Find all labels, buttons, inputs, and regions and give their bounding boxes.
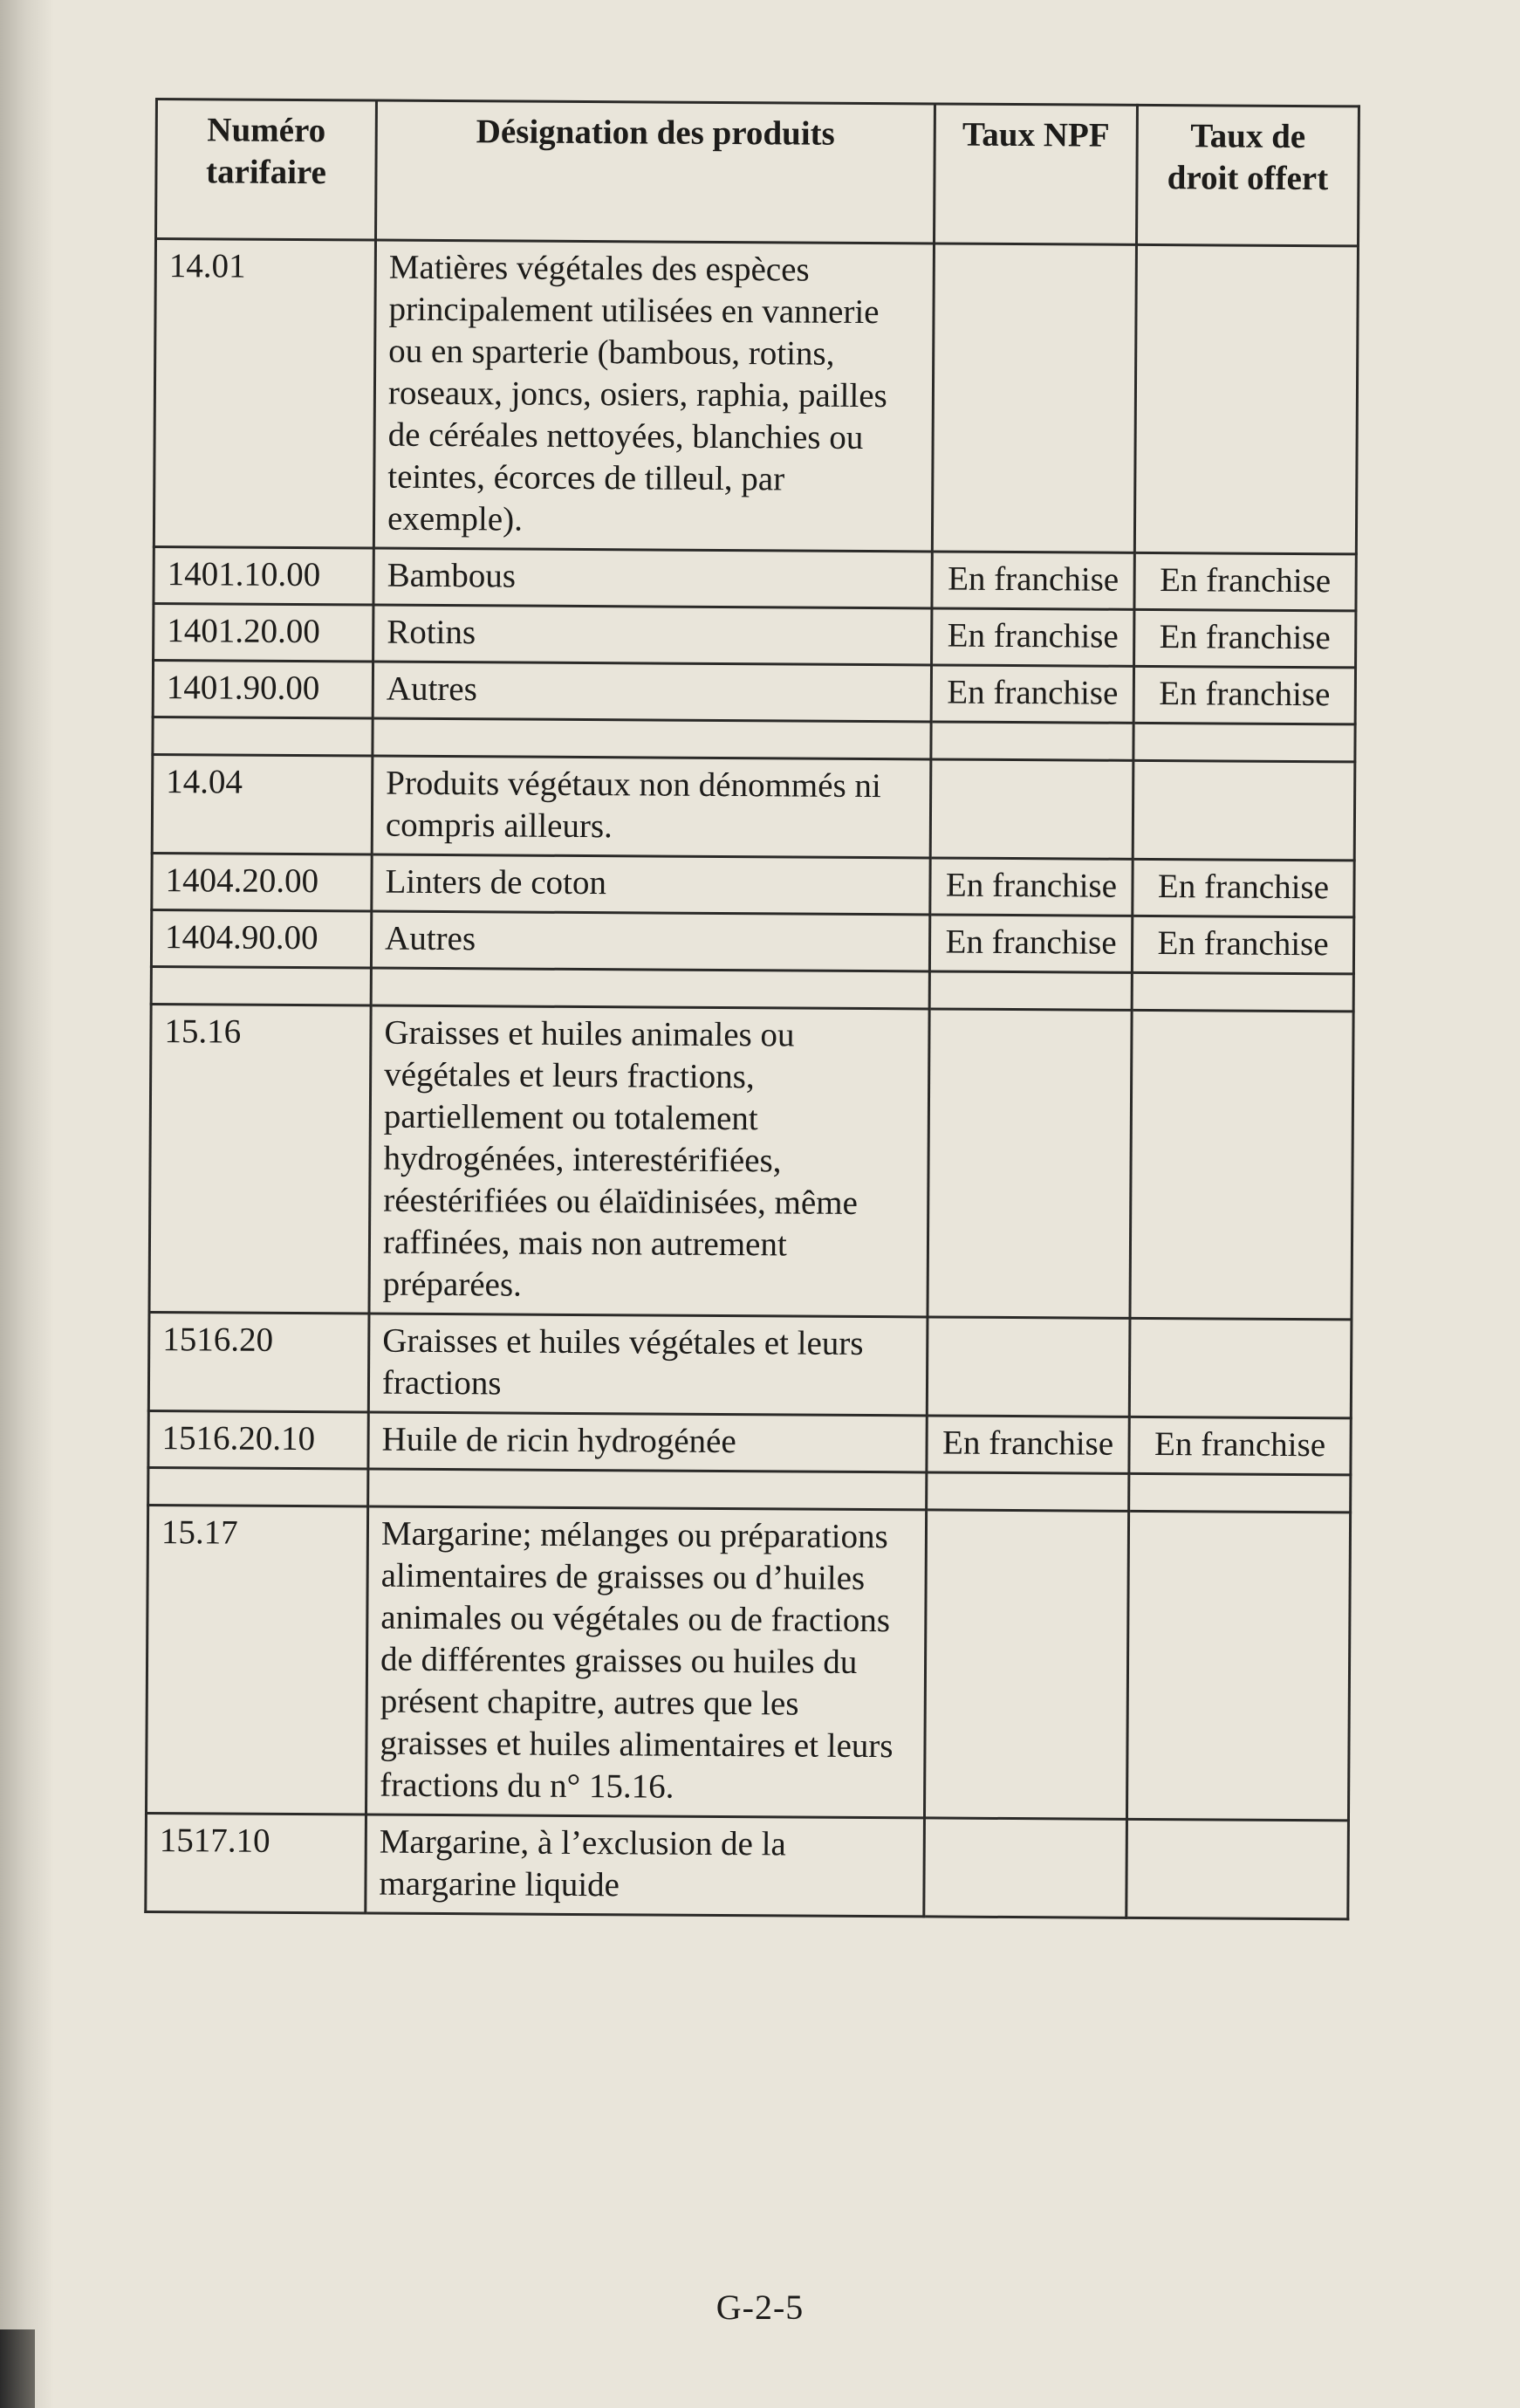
cell-description — [371, 968, 929, 1009]
cell-taux-npf — [931, 722, 1133, 760]
cell-taux-offert: En franchise — [1134, 609, 1356, 668]
cell-taux-npf: En franchise — [932, 608, 1134, 666]
tariff-table — [144, 98, 1360, 1920]
cell-description: Margarine; mélanges ou préparations alimentaires de graisses ou d’huiles animales ou végétales ou de fractions de différentes graisses ou huiles du présent chapitre, autres que les graisses et huiles alimentaires et leurs fractions du n° 15.16. — [366, 1506, 926, 1818]
cell-taux-offert — [1134, 244, 1358, 554]
cell-taux-offert — [1126, 1819, 1349, 1919]
cell-taux-npf — [929, 971, 1132, 1010]
cell-taux-offert — [1132, 972, 1353, 1012]
header-taux-npf: Taux NPF — [934, 104, 1137, 244]
cell-taux-offert — [1130, 1010, 1353, 1320]
cell-tariff-number: 1516.20 — [148, 1312, 369, 1412]
cell-description: Rotins — [373, 605, 932, 665]
table-row — [153, 660, 1355, 724]
cell-taux-offert — [1133, 723, 1355, 762]
cell-tariff-number — [151, 966, 371, 1005]
cell-taux-offert: En franchise — [1129, 1417, 1351, 1475]
cell-tariff-number: 15.16 — [149, 1004, 371, 1314]
table-body — [146, 239, 1359, 1919]
cell-description: Matières végétales des espèces principalement utilisées en vannerie ou en sparterie (bambous, rotins, roseaux, joncs, osiers, raphia, pailles de céréales nettoyées, blanchies ou teintes, écorces de tilleul, par exemple). — [373, 240, 934, 552]
cell-description: Graisses et huiles animales ou végétales et leurs fractions, partiellement ou totalement hydrogénées, interestérifiées, réestérifiées ou élaïdinisées, même raffinées, mais non autrement préparées. — [369, 1005, 929, 1317]
cell-description: Autres — [371, 911, 929, 971]
cell-tariff-number: 1401.20.00 — [154, 603, 373, 662]
cell-tariff-number: 14.01 — [154, 239, 375, 549]
cell-taux-npf — [924, 1818, 1127, 1917]
cell-description — [373, 718, 931, 759]
cell-taux-npf: En franchise — [931, 665, 1133, 723]
table-row — [148, 1410, 1351, 1474]
cell-taux-npf — [927, 1317, 1130, 1417]
cell-tariff-number: 1516.20.10 — [148, 1410, 368, 1469]
cell-taux-offert — [1126, 1511, 1350, 1821]
table-row — [152, 853, 1354, 916]
cell-taux-npf — [924, 1510, 1128, 1819]
cell-taux-offert — [1133, 760, 1355, 861]
header-designation: Désignation des produits — [376, 100, 935, 244]
cell-tariff-number: 14.04 — [152, 754, 373, 854]
cell-taux-offert: En franchise — [1132, 916, 1353, 974]
page-corner-shadow — [0, 2329, 35, 2408]
cell-taux-offert: En franchise — [1133, 859, 1354, 917]
cell-taux-offert: En franchise — [1133, 666, 1355, 724]
table-row — [149, 1004, 1353, 1319]
cell-taux-offert — [1129, 1318, 1352, 1418]
table-row — [152, 754, 1355, 860]
cell-tariff-number: 1404.90.00 — [151, 909, 371, 968]
page-number: G-2-5 — [715, 2288, 805, 2327]
cell-taux-npf: En franchise — [932, 552, 1134, 609]
table-row — [154, 603, 1356, 667]
table-row — [154, 546, 1356, 610]
cell-description: Huile de ricin hydrogénée — [368, 1412, 927, 1472]
cell-taux-npf: En franchise — [930, 858, 1133, 916]
cell-tariff-number — [148, 1467, 368, 1506]
header-taux-offert: Taux de droit offert — [1136, 105, 1359, 246]
cell-taux-npf — [928, 1009, 1132, 1318]
cell-tariff-number: 1404.20.00 — [152, 853, 372, 911]
table-row — [146, 1505, 1350, 1820]
table-row — [154, 239, 1358, 554]
cell-description: Margarine, à l’exclusion de la margarine liquide — [366, 1815, 925, 1917]
cell-taux-npf: En franchise — [929, 915, 1132, 972]
cell-description — [368, 1469, 927, 1510]
table-row — [146, 1813, 1349, 1918]
cell-taux-npf — [932, 244, 1136, 552]
cell-description: Graisses et huiles végétales et leurs fractions — [368, 1314, 928, 1416]
cell-tariff-number — [153, 717, 373, 756]
tariff-table-container — [144, 98, 1358, 1920]
cell-tariff-number: 1401.10.00 — [154, 546, 373, 605]
cell-description: Produits végétaux non dénommés ni compris ailleurs. — [372, 756, 931, 858]
table-header — [156, 99, 1359, 246]
cell-taux-offert — [1129, 1473, 1351, 1513]
table-row — [151, 909, 1353, 973]
cell-description: Linters de coton — [372, 854, 930, 915]
header-numero-tarifaire: Numéro tarifaire — [156, 99, 377, 241]
cell-tariff-number: 1517.10 — [146, 1813, 366, 1913]
cell-taux-npf — [927, 1472, 1129, 1511]
cell-description: Bambous — [373, 548, 932, 608]
cell-description: Autres — [373, 662, 931, 722]
cell-tariff-number: 1401.90.00 — [153, 660, 373, 718]
cell-taux-offert: En franchise — [1134, 552, 1356, 611]
page-binding-shadow — [0, 0, 54, 2408]
header-row — [156, 99, 1359, 246]
cell-tariff-number: 15.17 — [146, 1505, 367, 1815]
table-row — [148, 1312, 1352, 1417]
cell-taux-npf: En franchise — [927, 1416, 1129, 1473]
cell-taux-npf — [930, 759, 1133, 859]
